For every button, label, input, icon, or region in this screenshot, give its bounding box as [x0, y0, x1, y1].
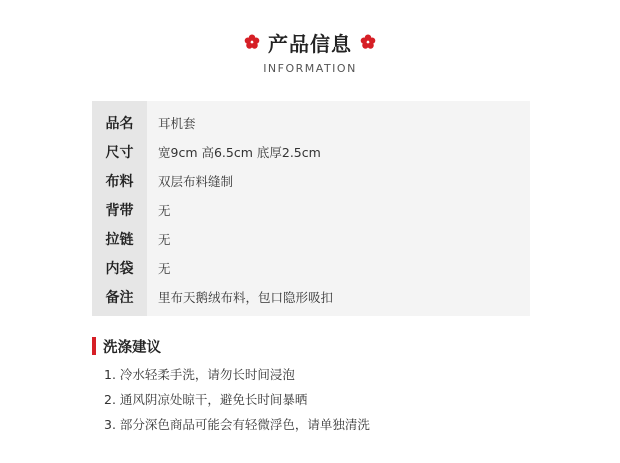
info-label: 背带 — [105, 202, 134, 219]
info-value: 无 — [158, 202, 171, 218]
care-heading — [92, 336, 552, 356]
info-value: 无 — [158, 260, 171, 276]
list-item: 1. 冷水轻柔手洗，请勿长时间浸泡 — [104, 367, 295, 382]
info-label: 拉链 — [105, 231, 134, 248]
info-label: 品名 — [105, 115, 134, 132]
list-item: 2. 通风阴凉处晾干，避免长时间暴晒 — [104, 392, 308, 407]
section-header — [0, 28, 620, 75]
info-row-name — [92, 108, 530, 137]
plum-blossom-icon — [360, 34, 376, 50]
page-subtitle: INFORMATION — [263, 62, 357, 75]
plum-blossom-icon — [244, 34, 260, 50]
title-row — [0, 28, 620, 56]
accent-bar — [92, 337, 96, 355]
info-value: 无 — [158, 231, 171, 247]
product-info-table — [92, 101, 530, 316]
info-row-size — [92, 137, 530, 166]
care-list — [92, 362, 552, 437]
list-item: 3. 部分深色商品可能会有轻微浮色，请单独清洗 — [104, 417, 370, 432]
info-value: 双层布料缝制 — [158, 173, 234, 189]
info-value: 宽9cm 高6.5cm 底厚2.5cm — [158, 144, 321, 160]
info-row-zipper — [92, 224, 530, 253]
info-value: 里布天鹅绒布料，包口隐形吸扣 — [158, 289, 334, 305]
info-row-inner-pocket — [92, 253, 530, 282]
info-label: 内袋 — [105, 260, 134, 277]
info-row-fabric — [92, 166, 530, 195]
care-section — [92, 336, 552, 437]
info-row-strap — [92, 195, 530, 224]
info-label: 备注 — [105, 289, 134, 306]
care-title: 洗涤建议 — [103, 339, 161, 356]
info-label: 布料 — [105, 173, 134, 190]
info-label: 尺寸 — [105, 144, 134, 161]
page-title: 产品信息 — [268, 31, 352, 56]
info-value: 耳机套 — [158, 115, 196, 131]
info-row-remarks — [92, 282, 530, 311]
